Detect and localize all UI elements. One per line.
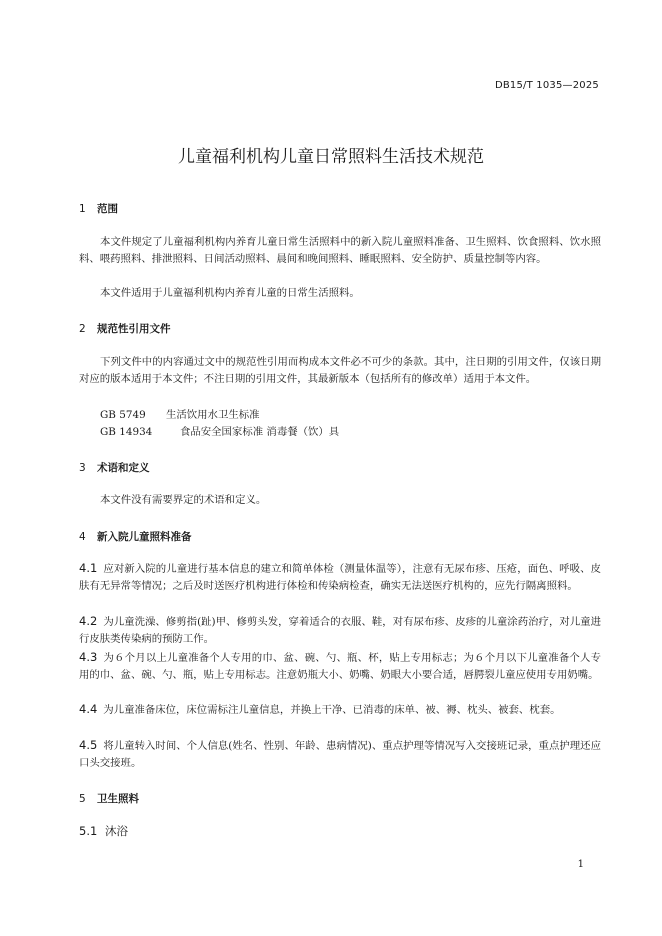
subsection-heading-5-1 (79, 823, 128, 839)
terms-paragraph: 本文件没有需要界定的术语和定义。 (100, 494, 267, 506)
clause-text: 为儿童准备床位，床位需标注儿童信息，并换上干净、已消毒的床单、被、褥、枕头、被套、枕套。 (103, 704, 561, 716)
clause-number: 4.5 (79, 738, 98, 752)
document-title: 儿童福利机构儿童日常照料生活技术规范 (178, 147, 484, 167)
section-number: 2 (79, 323, 86, 335)
subsection-title: 沐浴 (105, 824, 128, 838)
clause-4-3 (79, 649, 601, 684)
reference-item (100, 406, 260, 421)
section-title: 范围 (97, 203, 118, 215)
section-heading-1 (79, 201, 118, 216)
scope-paragraph-1: 本文件规定了儿童福利机构内养育儿童日常生活照料中的新入院儿童照料准备、卫生照料、饮食照料、饮水照料、喂药照料、排泄照料、日间活动照料、晨间和晚间照料、睡眠照料、安全防护、质量控制等内容。 (79, 236, 601, 265)
subsection-number: 5.1 (79, 824, 98, 838)
reference-name: 食品安全国家标准 消毒餐（饮）具 (180, 426, 340, 438)
section-title: 术语和定义 (97, 462, 150, 474)
clause-4-2 (79, 613, 601, 648)
clause-number: 4.3 (79, 650, 98, 664)
section-heading-3 (79, 460, 150, 475)
clause-4-4 (79, 701, 601, 719)
page-number: 1 (577, 859, 584, 870)
clause-text: 应对新入院的儿童进行基本信息的建立和简单体检（测量体温等），注意有无尿布疹、压疮，面色、呼吸、皮肤有无异常等情况；之后及时送医疗机构进行体检和传染病检查，确实无法送医疗机构的，应先行隔离照料。 (79, 563, 601, 592)
section-number: 5 (79, 793, 86, 805)
section-number: 1 (79, 203, 86, 215)
section-title: 新入院儿童照料准备 (97, 531, 192, 543)
clause-number: 4.2 (79, 614, 98, 628)
clause-4-1 (79, 560, 601, 595)
scope-paragraph-2: 本文件适用于儿童福利机构内养育儿童的日常生活照料。 (100, 287, 360, 299)
section-number: 4 (79, 531, 86, 543)
reference-code: GB 14934 (100, 426, 153, 438)
clause-number: 4.4 (79, 702, 98, 716)
section-title: 规范性引用文件 (97, 323, 171, 335)
document-code: DB15/T 1035—2025 (494, 80, 599, 91)
references-intro: 下列文件中的内容通过文中的规范性引用而构成本文件必不可少的条款。其中，注日期的引用文件，仅该日期对应的版本适用于本文件；不注日期的引用文件，其最新版本（包括所有的修改单）适用于本文件。 (79, 356, 601, 385)
section-heading-4 (79, 529, 192, 544)
clause-text: 为儿童洗澡、修剪指(趾)甲、修剪头发，穿着适合的衣服、鞋，对有尿布疹、皮疹的儿童涂药治疗，对儿童进行皮肤类传染病的预防工作。 (79, 616, 601, 645)
reference-code: GB 5749 (100, 409, 146, 421)
reference-item (100, 423, 339, 438)
clause-4-5 (79, 737, 601, 772)
clause-text: 将儿童转入时间、个人信息(姓名、性别、年龄、患病情况)、重点护理等情况写入交接班记录，重点护理还应口头交接班。 (79, 740, 601, 769)
clause-text: 为６个月以上儿童准备个人专用的巾、盆、碗、勺、瓶、杯，贴上专用标志；为６个月以下儿童准备个人专用的巾、盆、碗、勺、瓶，贴上专用标志。注意奶瓶大小、奶嘴、奶眼大小要合适，唇腭裂儿童应使用专用奶嘴。 (79, 652, 601, 681)
section-title: 卫生照料 (97, 793, 139, 805)
section-number: 3 (79, 462, 86, 474)
reference-name: 生活饮用水卫生标准 (166, 409, 260, 421)
section-heading-2 (79, 321, 171, 336)
section-heading-5 (79, 791, 139, 806)
clause-number: 4.1 (79, 561, 98, 575)
